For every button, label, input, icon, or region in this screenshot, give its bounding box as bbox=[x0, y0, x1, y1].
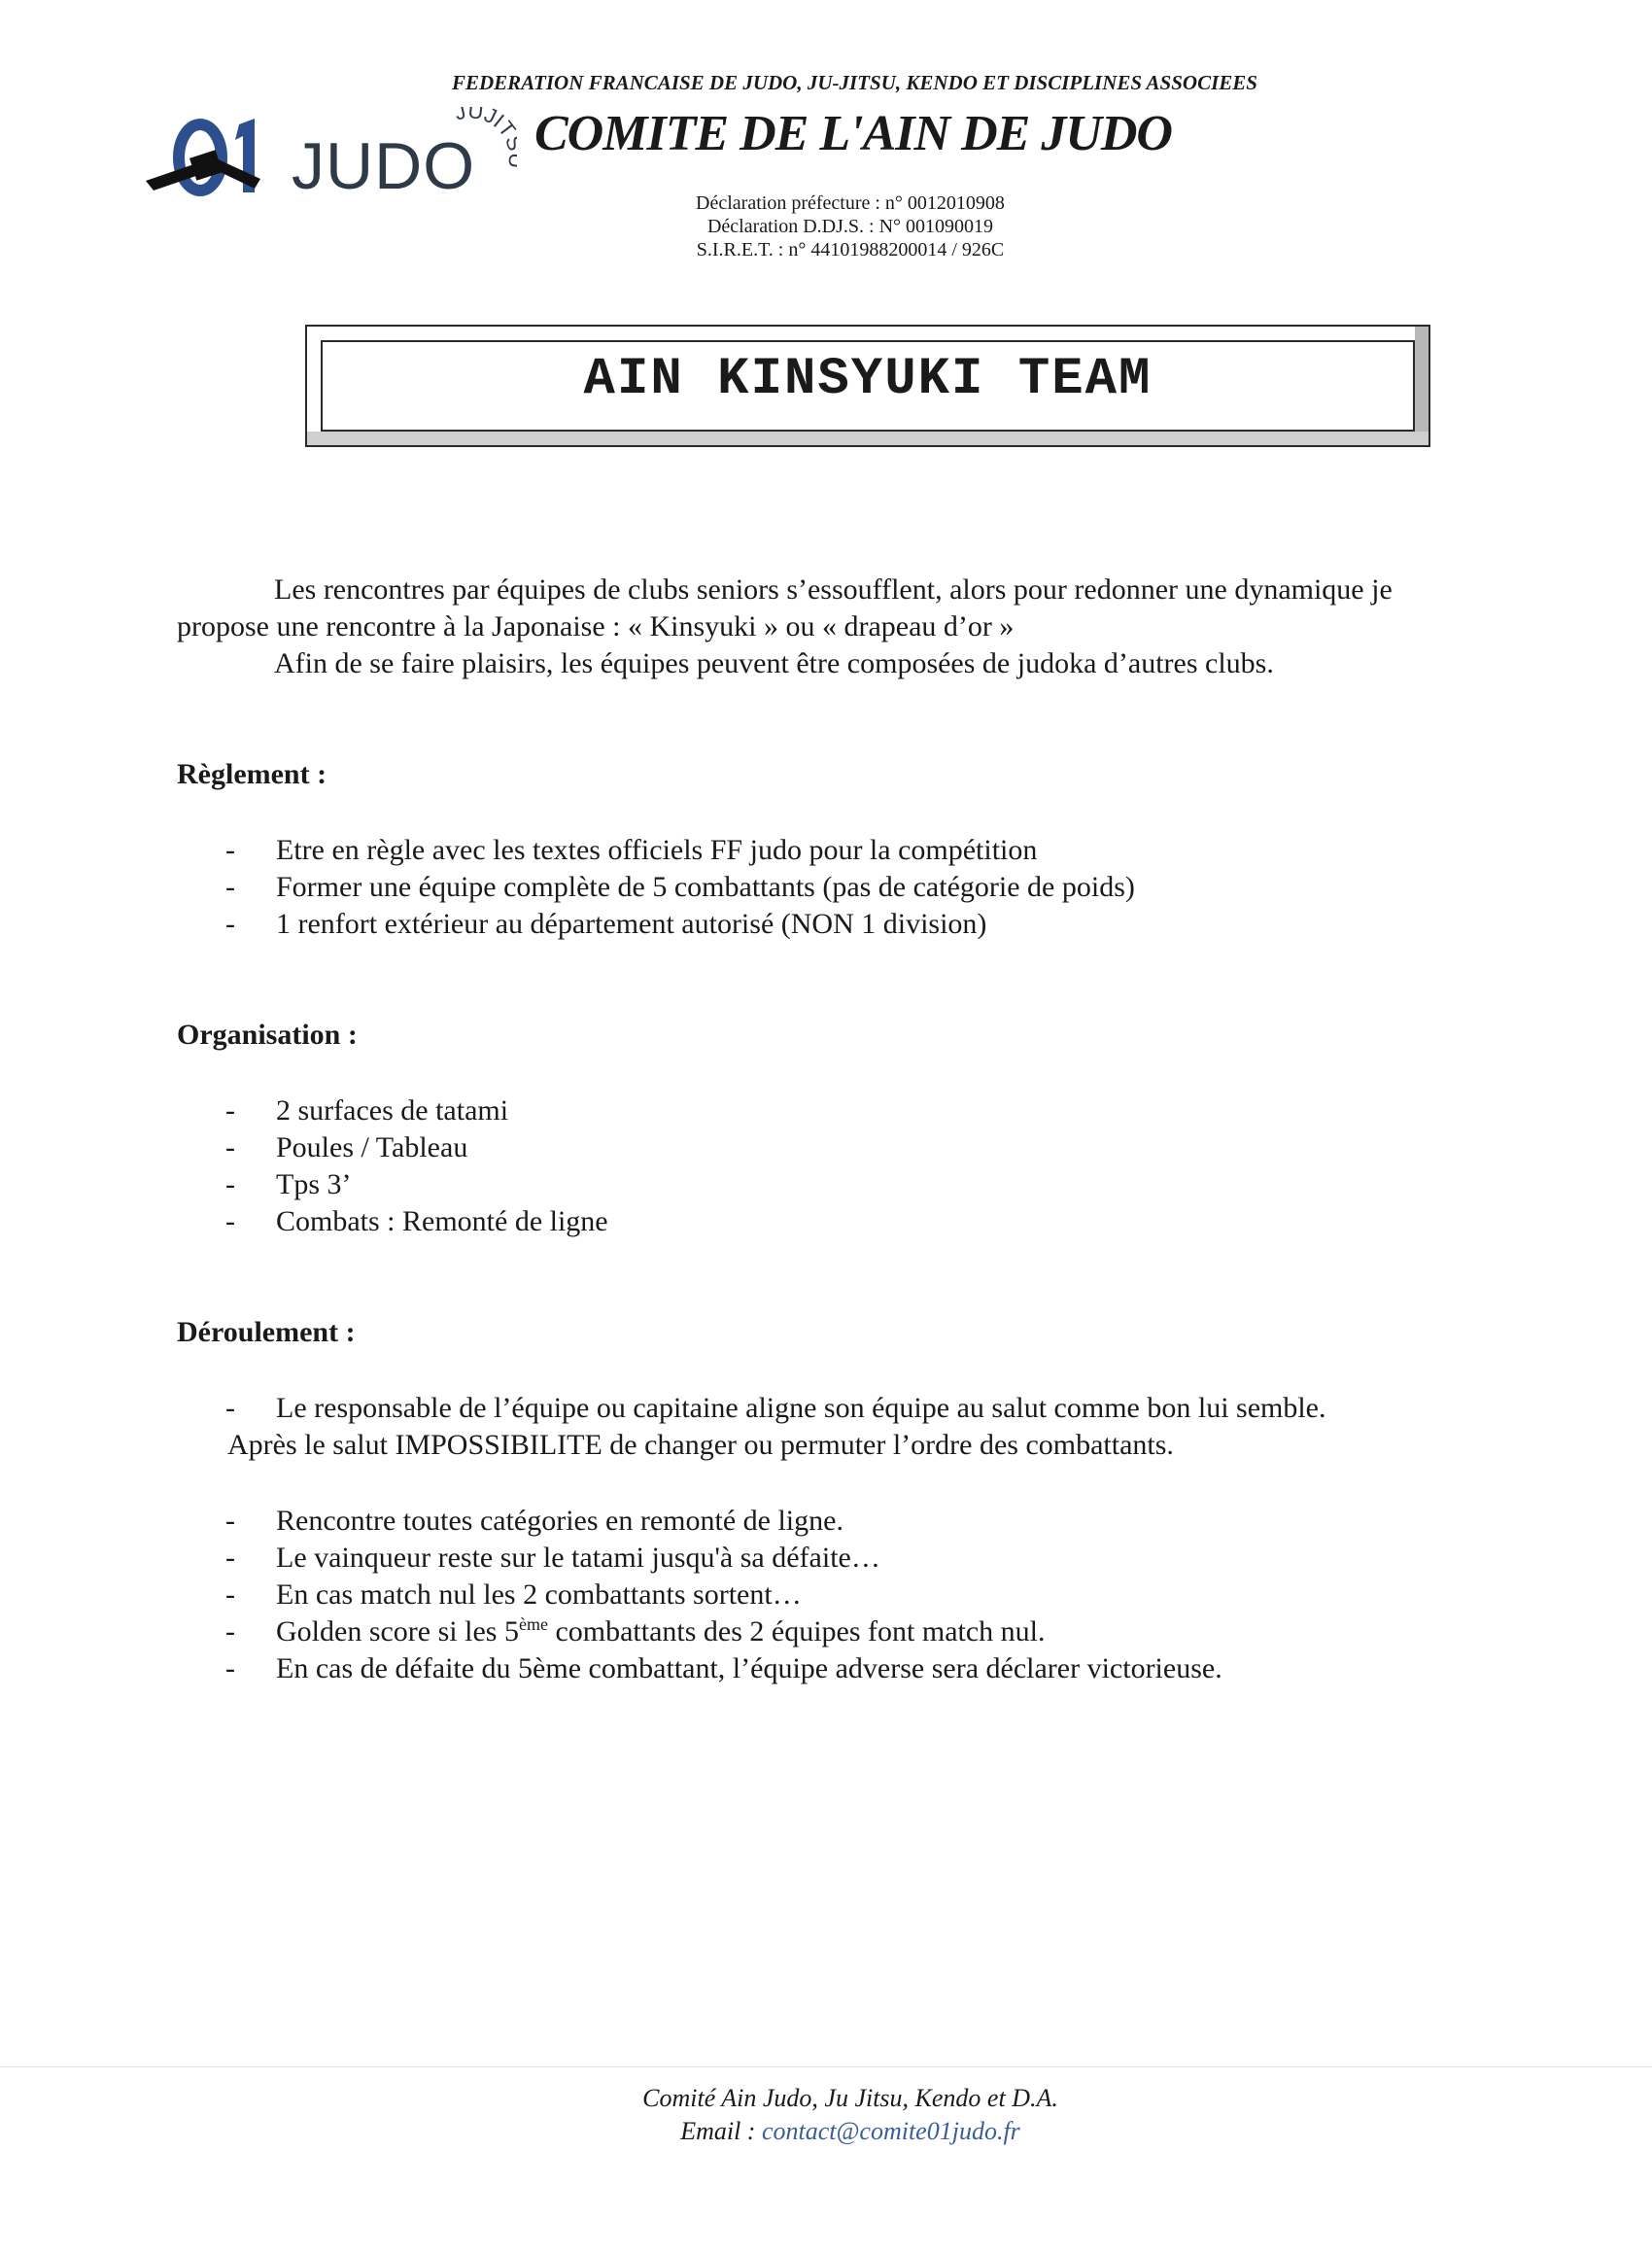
list-item-text: 2 surfaces de tatami bbox=[276, 1094, 509, 1127]
declaration-siret: S.I.R.E.T. : n° 44101988200014 / 926C bbox=[696, 239, 1005, 260]
intro-line-2: propose une rencontre à la Japonaise : « Kinsyuki » ou « drapeau d’or » bbox=[177, 610, 1015, 642]
declaration-ddjs: Déclaration D.DJ.S. : N° 001090019 bbox=[706, 216, 994, 237]
list-item bbox=[225, 1540, 1222, 1577]
bullet-dash: - bbox=[225, 908, 235, 940]
list-item bbox=[225, 1129, 608, 1166]
deroulement-heading: Déroulement : bbox=[177, 1316, 356, 1348]
list-item bbox=[225, 1092, 608, 1129]
footer bbox=[389, 2082, 1312, 2148]
frame-shade-bottom bbox=[307, 432, 1428, 445]
list-item bbox=[225, 1390, 1326, 1427]
declarations bbox=[583, 191, 1118, 261]
intro-line-1: Les rencontres par équipes de clubs seniors s’essoufflent, alors pour redonner une dynamique je bbox=[274, 573, 1393, 606]
footer-email-link[interactable]: contact@comite01judo.fr bbox=[761, 2117, 1020, 2145]
list-item bbox=[225, 869, 1135, 906]
list-item-text: Etre en règle avec les textes officiels FF judo pour la compétition bbox=[276, 834, 1038, 866]
logo-word: JUDO bbox=[292, 129, 476, 203]
bullet-dash: - bbox=[225, 1542, 235, 1574]
declaration-prefecture: Déclaration préfecture : n° 0012010908 bbox=[696, 192, 1005, 214]
federation-name: FEDERATION FRANCAISE DE JUDO, JU-JITSU, KENDO ET DISCIPLINES ASSOCIEES bbox=[452, 71, 1257, 94]
bullet-dash: - bbox=[225, 1131, 235, 1163]
list-item bbox=[225, 1166, 608, 1203]
reglement-heading: Règlement : bbox=[177, 758, 327, 790]
bullet-dash: - bbox=[225, 1094, 235, 1127]
list-item bbox=[225, 1577, 1222, 1613]
list-item-text: Tps 3’ bbox=[276, 1168, 352, 1200]
list-item bbox=[225, 906, 1135, 943]
bullet-dash: - bbox=[225, 1505, 235, 1537]
deroulement-continuation: Après le salut IMPOSSIBILITE de changer ou permuter l’ordre des combattants. bbox=[227, 1429, 1174, 1461]
list-item bbox=[225, 1650, 1222, 1687]
golden-pre: Golden score si les 5 bbox=[276, 1615, 519, 1647]
list-item bbox=[225, 832, 1135, 869]
bullet-dash: - bbox=[225, 1168, 235, 1200]
bullet-dash: - bbox=[225, 1205, 235, 1237]
list-item-text: Rencontre toutes catégories en remonté de ligne. bbox=[276, 1505, 843, 1537]
golden-post: combattants des 2 équipes font match nul. bbox=[547, 1615, 1046, 1647]
footer-rule bbox=[0, 2066, 1652, 2067]
list-item bbox=[225, 1613, 1222, 1650]
list-item-text: Poules / Tableau bbox=[276, 1131, 468, 1163]
bullet-dash: - bbox=[225, 1652, 235, 1684]
list-item bbox=[225, 1203, 608, 1240]
committee-name: COMITE DE L'AIN DE JUDO bbox=[534, 106, 1172, 161]
list-item-text: Former une équipe complète de 5 combattants (pas de catégorie de poids) bbox=[276, 871, 1135, 903]
bullet-dash: - bbox=[225, 834, 235, 866]
footer-email-label: Email : bbox=[680, 2117, 762, 2145]
deroulement-list bbox=[225, 1503, 1222, 1687]
list-item-text: 1 renfort extérieur au département autorisé (NON 1 division) bbox=[276, 908, 987, 940]
golden-sup: ème bbox=[518, 1614, 548, 1634]
list-item-text: En cas de défaite du 5ème combattant, l’équipe adverse sera déclarer victorieuse. bbox=[276, 1652, 1222, 1684]
footer-organization: Comité Ain Judo, Ju Jitsu, Kendo et D.A. bbox=[642, 2084, 1058, 2112]
organisation-heading: Organisation : bbox=[177, 1019, 358, 1051]
bullet-dash: - bbox=[225, 1578, 235, 1611]
bullet-dash: - bbox=[225, 1392, 235, 1424]
bullet-dash: - bbox=[225, 871, 235, 903]
list-item-text: Combats : Remonté de ligne bbox=[276, 1205, 608, 1237]
organisation-list bbox=[225, 1092, 608, 1240]
logo-subword bbox=[449, 107, 517, 200]
bullet-dash: - bbox=[225, 1615, 235, 1647]
list-item-text: En cas match nul les 2 combattants sortent… bbox=[276, 1578, 802, 1611]
list-item-text: Le responsable de l’équipe ou capitaine aligne son équipe au salut comme bon lui semble. bbox=[276, 1392, 1326, 1424]
intro-line-3: Afin de se faire plaisirs, les équipes peuvent être composées de judoka d’autres clubs. bbox=[274, 647, 1274, 679]
footer-email-line bbox=[389, 2115, 1312, 2148]
list-item-text: Le vainqueur reste sur le tatami jusqu'à sa défaite… bbox=[276, 1542, 880, 1574]
svg-text:JUJITSU: JUJI bbox=[452, 107, 509, 132]
deroulement-first-list bbox=[225, 1390, 1326, 1427]
document-title: AIN KINSYUKI TEAM bbox=[583, 350, 1153, 409]
list-item bbox=[225, 1503, 1222, 1540]
reglement-list bbox=[225, 832, 1135, 943]
